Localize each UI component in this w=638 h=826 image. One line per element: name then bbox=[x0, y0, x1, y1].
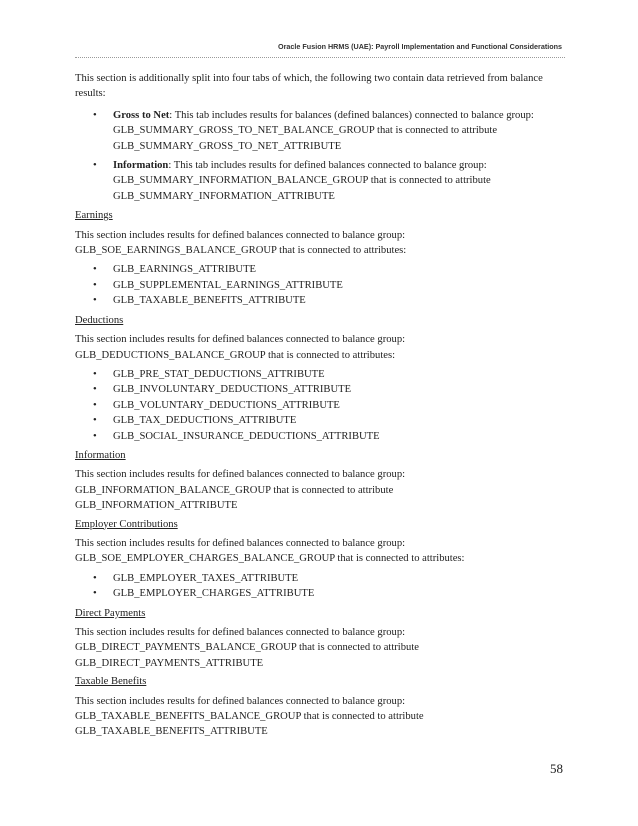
list-item bbox=[75, 586, 567, 601]
section-heading: Taxable Benefits bbox=[75, 676, 147, 688]
header-divider bbox=[75, 57, 565, 58]
section-description bbox=[75, 625, 567, 671]
description-line: This section includes results for defined balances connected to balance group: bbox=[75, 334, 406, 346]
bullet-icon: • bbox=[93, 572, 97, 584]
attribute-name: GLB_EMPLOYER_TAXES_ATTRIBUTE bbox=[113, 572, 299, 584]
section-description bbox=[75, 694, 567, 740]
attribute-list bbox=[75, 571, 567, 602]
description-line: GLB_DIRECT_PAYMENTS_BALANCE_GROUP that is connected to attribute bbox=[75, 642, 419, 654]
tab-desc-line: GLB_SUMMARY_INFORMATION_ATTRIBUTE bbox=[113, 190, 335, 202]
tabs-list bbox=[75, 108, 567, 204]
intro-paragraph bbox=[75, 71, 567, 102]
section-heading: Information bbox=[75, 449, 126, 461]
section-description bbox=[75, 467, 567, 513]
description-line: This section includes results for defined balances connected to balance group: bbox=[75, 469, 406, 481]
section-heading: Direct Payments bbox=[75, 607, 146, 619]
bullet-icon: • bbox=[93, 384, 97, 396]
list-item bbox=[75, 382, 567, 397]
bullet-icon: • bbox=[93, 588, 97, 600]
description-line: GLB_DIRECT_PAYMENTS_ATTRIBUTE bbox=[75, 657, 264, 669]
list-item bbox=[75, 413, 567, 428]
section-description bbox=[75, 332, 567, 363]
list-item bbox=[75, 367, 567, 382]
bullet-icon: • bbox=[93, 264, 97, 276]
page-body bbox=[75, 71, 567, 743]
description-line: GLB_TAXABLE_BENEFITS_BALANCE_GROUP that is connected to attribute bbox=[75, 711, 424, 723]
description-line: GLB_INFORMATION_ATTRIBUTE bbox=[75, 500, 238, 512]
tab-desc: : This tab includes results for balances (defined balances) connected to balance group: bbox=[169, 109, 534, 121]
tab-desc-line: GLB_SUMMARY_GROSS_TO_NET_ATTRIBUTE bbox=[113, 140, 342, 152]
attribute-name: GLB_TAX_DEDUCTIONS_ATTRIBUTE bbox=[113, 415, 297, 427]
list-item bbox=[75, 398, 567, 413]
tab-term: Information bbox=[113, 160, 169, 172]
list-item bbox=[75, 108, 567, 154]
bullet-icon: • bbox=[93, 415, 97, 427]
attribute-name: GLB_VOLUNTARY_DEDUCTIONS_ATTRIBUTE bbox=[113, 399, 340, 411]
section-description bbox=[75, 536, 567, 567]
description-line: GLB_DEDUCTIONS_BALANCE_GROUP that is connected to attributes: bbox=[75, 349, 396, 361]
page-number: 58 bbox=[550, 761, 563, 776]
intro-line: This section is additionally split into four tabs of which, the following two contain data retrieved from balance bbox=[75, 73, 543, 84]
section-description bbox=[75, 228, 567, 259]
description-line: This section includes results for defined balances connected to balance group: bbox=[75, 695, 406, 707]
attribute-name: GLB_EARNINGS_ATTRIBUTE bbox=[113, 264, 257, 276]
description-line: GLB_TAXABLE_BENEFITS_ATTRIBUTE bbox=[75, 726, 268, 738]
description-line: GLB_SOE_EARNINGS_BALANCE_GROUP that is connected to attributes: bbox=[75, 245, 407, 257]
description-line: GLB_SOE_EMPLOYER_CHARGES_BALANCE_GROUP that is connected to attributes: bbox=[75, 553, 465, 565]
list-item bbox=[75, 429, 567, 444]
attribute-name: GLB_TAXABLE_BENEFITS_ATTRIBUTE bbox=[113, 295, 306, 307]
bullet-icon: • bbox=[93, 279, 97, 291]
bullet-icon: • bbox=[93, 368, 97, 380]
list-item bbox=[75, 158, 567, 204]
section-heading: Employer Contributions bbox=[75, 518, 178, 530]
tab-term: Gross to Net bbox=[113, 109, 170, 121]
bullet-icon: • bbox=[93, 295, 97, 307]
description-line: This section includes results for defined balances connected to balance group: bbox=[75, 229, 406, 241]
tab-desc-line: GLB_SUMMARY_INFORMATION_BALANCE_GROUP that is connected to attribute bbox=[113, 175, 491, 187]
description-line: GLB_INFORMATION_BALANCE_GROUP that is connected to attribute bbox=[75, 484, 394, 496]
attribute-name: GLB_INVOLUNTARY_DEDUCTIONS_ATTRIBUTE bbox=[113, 384, 352, 396]
intro-line: results: bbox=[75, 88, 106, 100]
section-heading: Earnings bbox=[75, 210, 113, 222]
bullet-icon: • bbox=[93, 109, 97, 121]
bullet-icon: • bbox=[93, 430, 97, 442]
bullet-icon: • bbox=[93, 399, 97, 411]
attribute-name: GLB_EMPLOYER_CHARGES_ATTRIBUTE bbox=[113, 588, 315, 600]
attribute-list bbox=[75, 367, 567, 444]
running-header: Oracle Fusion HRMS (UAE): Payroll Implementation and Functional Considerations bbox=[278, 42, 562, 51]
description-line: This section includes results for defined balances connected to balance group: bbox=[75, 537, 406, 549]
tab-desc: : This tab includes results for defined balances connected to balance group: bbox=[168, 160, 487, 172]
attribute-name: GLB_SOCIAL_INSURANCE_DEDUCTIONS_ATTRIBUTE bbox=[113, 430, 380, 442]
description-line: This section includes results for defined balances connected to balance group: bbox=[75, 627, 406, 638]
list-item bbox=[75, 262, 567, 277]
attribute-list bbox=[75, 262, 567, 308]
list-item bbox=[75, 293, 567, 308]
list-item bbox=[75, 278, 567, 293]
section-heading: Deductions bbox=[75, 314, 124, 326]
sections bbox=[75, 208, 567, 740]
list-item bbox=[75, 571, 567, 586]
tab-desc-line: GLB_SUMMARY_GROSS_TO_NET_BALANCE_GROUP that is connected to attribute bbox=[113, 125, 498, 137]
bullet-icon: • bbox=[93, 160, 97, 172]
attribute-name: GLB_SUPPLEMENTAL_EARNINGS_ATTRIBUTE bbox=[113, 279, 343, 291]
attribute-name: GLB_PRE_STAT_DEDUCTIONS_ATTRIBUTE bbox=[113, 368, 325, 380]
